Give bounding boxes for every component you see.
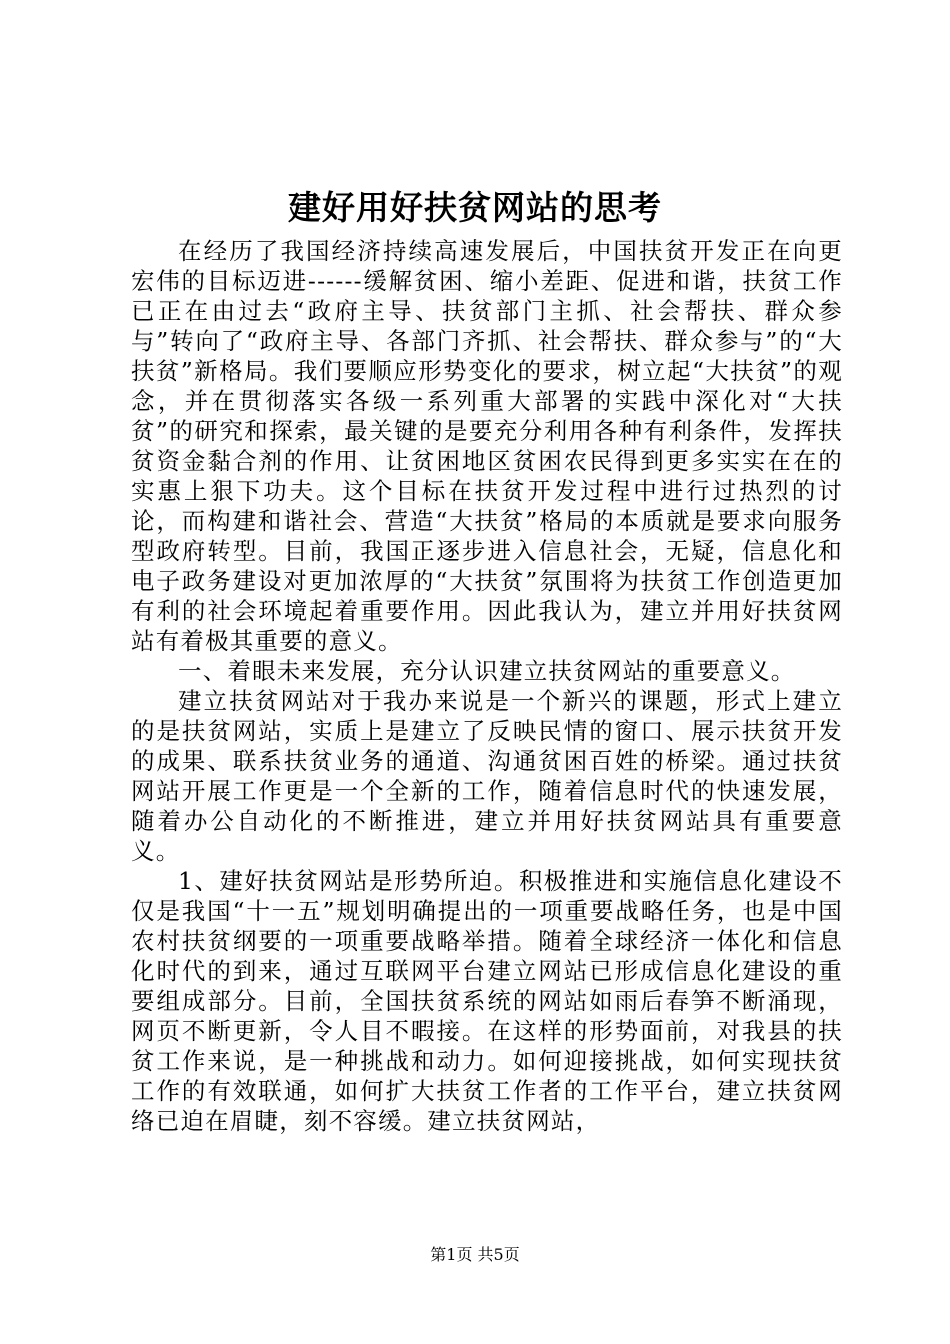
paragraph-point-1: 1、建好扶贫网站是形势所迫。积极推进和实施信息化建设不仅是我国“十一五”规划明确提出的一项重要战略任务，也是中国农村扶贫纲要的一项重要战略举措。随着全球经济一体化和信息化时代的到来，通过互联网平台建立网站已形成信息化建设的重要组成部分。目前，全国扶贫系统的网站如雨后春笋不断涌现，网页不断更新，令人目不暇接。在这样的形势面前，对我县的扶贫工作来说，是一种挑战和动力。如何迎接挑战，如何实现扶贫工作的有效联通，如何扩大扶贫工作者的工作平台，建立扶贫网络已迫在眉睫，刻不容缓。建立扶贫网站， [131, 867, 843, 1135]
section-heading-1: 一、着眼未来发展，充分认识建立扶贫网站的重要意义。 [178, 657, 796, 685]
paragraph-section-1: 建立扶贫网站对于我办来说是一个新兴的课题，形式上建立的是扶贫网站，实质上是建立了反映民情的窗口、展示扶贫开发的成果、联系扶贫业务的通道、沟通贫困百姓的桥梁。通过扶贫网站开展工作更是一个全新的工作，随着信息时代的快速发展，随着办公自动化的不断推进，建立并用好扶贫网站具有重要意义。 [131, 687, 843, 865]
document-body [131, 236, 843, 1136]
page-footer: 第1页 共5页 [430, 1245, 520, 1264]
document-title: 建好用好扶贫网站的思考 [288, 188, 662, 227]
paragraph-intro: 在经历了我国经济持续高速发展后，中国扶贫开发正在向更宏伟的目标迈进------缓解贫困、缩小差距、促进和谐，扶贫工作已正在由过去“政府主导、扶贫部门主抓、社会帮扶、群众参与”转向了“政府主导、各部门齐抓、社会帮扶、群众参与”的“大扶贫”新格局。我们要顺应形势变化的要求，树立起“大扶贫”的观念，并在贯彻落实各级一系列重大部署的实践中深化对“大扶贫”的研究和探索，最关键的是要充分利用各种有利条件，发挥扶贫资金黏合剂的作用、让贫困地区贫困农民得到更多实实在在的实惠上狠下功夫。这个目标在扶贫开发过程中进行过热烈的讨论，而构建和谐社会、营造“大扶贫”格局的本质就是要求向服务型政府转型。目前，我国正逐步进入信息社会，无疑，信息化和电子政务建设对更加浓厚的“大扶贫”氛围将为扶贫工作创造更加有利的社会环境起着重要作用。因此我认为，建立并用好扶贫网站有着极其重要的意义。 [131, 237, 843, 655]
